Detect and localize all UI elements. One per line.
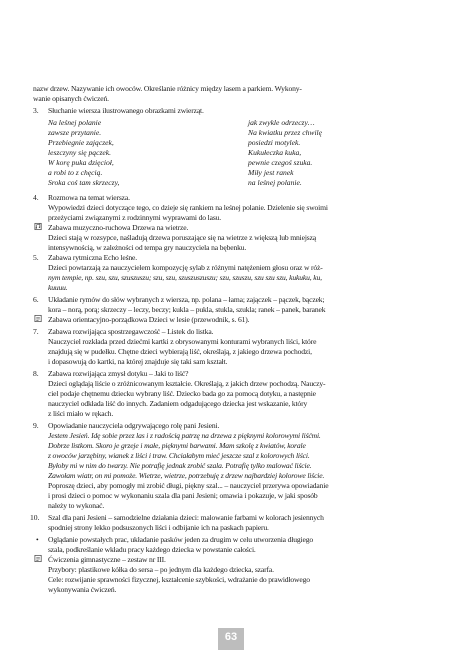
music-book-icon [34, 222, 43, 231]
text-line: kuuuu. [48, 283, 68, 292]
poem-line: jak zwykle odrzeczy… [248, 118, 315, 127]
book-icon [34, 554, 43, 563]
text-line: Dobrze listkom. Skoro je grzeje i małe, pięknymi barwami. Mam szkolę z kwiatów, korale [48, 441, 306, 450]
text-line: należy to wykonać. [48, 501, 105, 510]
text-line: i dopasowują do kartki, na której znajduje się taki sam kształt. [48, 357, 228, 366]
poem-line: posiedzi motylek. [248, 138, 301, 147]
poem-line: Miły jest ranek [248, 168, 294, 177]
bullet: • [36, 535, 39, 544]
text-line: Ćwiczenia gimnastyczne – zestaw nr III. [48, 555, 166, 564]
text-line: Szal dla pani Jesieni – samodzielne działania dzieci: malowanie farbami w kolorach jesiennych [48, 513, 324, 522]
text-line: Rozmowa na temat wiersza. [48, 193, 130, 202]
text-line: Zabawa muzyczno-ruchowa Drzewa na wietrze. [48, 223, 189, 232]
poem-line: na leśnej polanie. [248, 178, 302, 187]
text-line: Opowiadanie nauczyciela odgrywającego rolę pani Jesieni. [48, 421, 220, 430]
book-icon [34, 314, 43, 323]
text-line: Zabawa rytmiczna Echo leśne. [48, 253, 137, 262]
page-number-tab [218, 628, 244, 650]
list-number: 10. [30, 513, 40, 522]
text-line: znajdują się w pudełku. Chętne dzieci wybierają liść, określają, z jakiego drzewa pochodzi, [48, 347, 312, 356]
list-number: 8. [33, 369, 39, 378]
text-line: Przybory: plastikowe kółka do sersa – po jednym dla każdego dziecka, szarfa. [48, 565, 274, 574]
text-line: Dzieci powtarzają za nauczycielem kompozycję sylab z różnymi natężeniem głosu oraz w róż- [48, 263, 323, 272]
list-number: 6. [33, 295, 39, 304]
text-line: i prosi dzieci o pomoc w wykonaniu szala dla pani Jesieni; omawia i pokazuje, w jaki sposób [48, 491, 318, 500]
poem-line: leszczyny się pączek. [48, 148, 112, 157]
poem-line: Na kwiatku przez chwilę [248, 128, 323, 137]
text-line: z liści miało w rękach. [48, 409, 114, 418]
text-line: Cele: rozwijanie sprawności fizycznej, kształcenie szybkości, wdrażanie do prawidłowego [48, 575, 310, 584]
text-line: Zabawa rozwijająca zmysł dotyku – Jaki to liść? [48, 369, 189, 378]
text-line: Dzieci stają w rozsypce, naśladują drzewa poruszające się na wietrze z większą lub mniejszą [48, 233, 317, 242]
text-line: kora – norą, porą; skrzeczy – leczy, beczy; kukla – pukla, stukla, szukla; ranek – panek, baranek [48, 305, 326, 314]
text-line: Zawołam wiatr, on mi pomoże. Wietrze, wietrze, potrzebuję z drzew najbardziej kolorowe liście. [48, 471, 325, 480]
text-line: wykonywania ćwiczeń. [48, 585, 117, 594]
text-line: nym tempie, np. szu, szu, szuszuszu; szu, szu, szuszuszuszu; szu, szuszu, szu szu szu, kukuku, ku, [48, 273, 322, 282]
text-line: z owoców jarzębiny, wianek z liści i traw. Chciałabym mieć jeszcze szal z kolorowych liści. [48, 451, 310, 460]
list-number: 9. [33, 421, 39, 430]
poem-line: Sroka coś tam skrzeczy, [48, 178, 120, 187]
text-line: wanie opisanych ćwiczeń. [33, 94, 109, 103]
text-line: Nauczyciel rozkłada przed dziećmi kartki z obrysowanymi konturami wybranych liści, które [48, 337, 317, 346]
poem-line: Przebiegnie zajączek, [48, 138, 114, 147]
list-number: 3. [33, 106, 39, 115]
poem-line: Na leśnej polanie [48, 118, 102, 127]
page-number: 63 [224, 631, 238, 643]
text-line: Układanie rymów do słów wybranych z wiersza, np. polana – łama; zajączek – pączek, bączek; [48, 295, 325, 304]
text-line: Poproszę dzieci, aby pomogły mi zrobić długi, piękny szal... – nauczyciel przerywa opowiadanie [48, 481, 329, 490]
list-number: 7. [33, 327, 39, 336]
text-line: nauczyciel odkłada liść do innych. Zadaniem odgadującego dziecka jest wskazanie, który [48, 399, 308, 408]
text-line: Zabawa orientacyjno-porządkowa Dzieci w lesie (przewodnik, s. 61). [48, 315, 250, 324]
text-line: przeżyciami związanymi z rodzinnymi wyprawami do lasu. [48, 213, 222, 222]
poem-line: Kukułeczka kuka, [248, 148, 302, 157]
text-line: nazw drzew. Nazywanie ich owoców. Określanie różnicy między lasem a parkiem. Wykony- [33, 84, 302, 93]
text-line: Oglądanie powstałych prac, układanie pasków jeden za drugim w celu utworzenia długiego [48, 535, 314, 544]
poem-line: W korę puka dzięcioł, [48, 158, 114, 167]
text-line: Zabawa rozwijająca spostrzegawczość – Listek do listka. [48, 327, 214, 336]
poem-line: zawsze przytanie. [48, 128, 102, 137]
list-number: 5. [33, 253, 39, 262]
text-line: spodniej strony lekko podsuszonych liści i odbijanie ich na paskach papieru. [48, 523, 269, 532]
poem-line: a robi to z chęcią. [48, 168, 103, 177]
text-line: Wypowiedzi dzieci dotyczące tego, co dzieje się rankiem na leśnej polanie. Dzielenie się swoimi [48, 203, 328, 212]
text-line: ciel podaje chętnemu dziecku wybrany liść. Dziecko bada go za pomocą dotyku, a następnie [48, 389, 316, 398]
text-line: Dzieci oglądają liście o zróżnicowanym kształcie. Określają, z jakich drzew pochodzą. Nauczy- [48, 379, 326, 388]
text-line: Byłoby mi w nim do twarzy. Nie potrafię jednak zrobić szala. Potrafię tylko malować liście. [48, 461, 312, 470]
poem-line: pewnie czegoś szuka. [248, 158, 313, 167]
text-line: Słuchanie wiersza ilustrowanego obrazkami zwierząt. [48, 106, 204, 115]
text-line: szala, podkreślanie wkładu pracy każdego dziecka w powstanie całości. [48, 545, 256, 554]
text-line: intensywnością, w zależności od tempa gry nauczyciela na bębenku. [48, 243, 247, 252]
text-line: Jestem Jesień. Idę sobie przez las i z radością patrzę na drzewa z pięknymi kolorowymi liśćmi. [48, 431, 321, 440]
list-number: 4. [33, 193, 39, 202]
